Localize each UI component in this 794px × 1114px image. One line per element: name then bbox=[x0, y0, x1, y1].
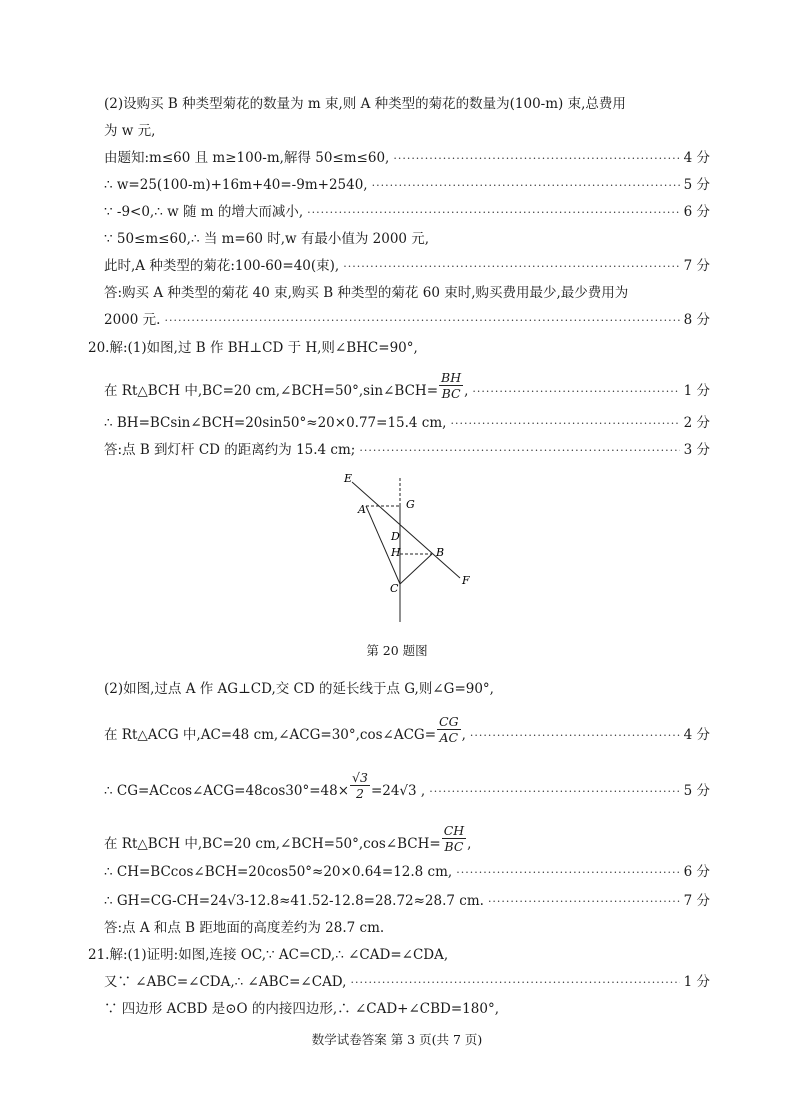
label-g: G bbox=[406, 498, 415, 511]
q20-line2: 在 Rt△BCH 中,BC=20 cm,∠BCH=50°,sin∠BCH= $\frac{BH}{BC}$ , ····· 1 分 bbox=[104, 370, 710, 401]
fraction-cg-ac: $\frac{CG}{AC}$ bbox=[439, 714, 459, 745]
q20-line4: 答:点 B 到灯杆 CD 的距离约为 15.4 cm; ····· 3 分 bbox=[104, 440, 710, 460]
leader-dots bbox=[359, 442, 679, 460]
part2-step-7: 2000 元. ····· 8 分 bbox=[104, 310, 710, 330]
score: 3 分 bbox=[683, 442, 710, 458]
leader-dots bbox=[488, 893, 680, 911]
fraction-sqrt3-2: $\frac{√3}{2}$ bbox=[352, 770, 368, 801]
line-ef bbox=[352, 482, 460, 578]
question-number: 20. bbox=[88, 340, 110, 356]
leader-dots bbox=[372, 177, 680, 195]
q20-part2-line5: ∴ CH=BCcos∠BCH=20cos50°≈20×0.64=12.8 cm, ····· 6 分 bbox=[104, 862, 710, 882]
fraction-bh-bc: $\frac{BH}{BC}$ bbox=[441, 370, 462, 401]
q21-line3: ∵ 四边形 ACBD 是⊙O 的内接四边形,∴ ∠CAD+∠CBD=180°, bbox=[104, 1001, 499, 1017]
label-e: E bbox=[344, 472, 353, 485]
part2-header-line2: 为 w 元, bbox=[104, 123, 156, 139]
score: 5 分 bbox=[683, 783, 710, 799]
score: 2 分 bbox=[683, 415, 710, 431]
score: 7 分 bbox=[683, 258, 710, 274]
label-f: F bbox=[462, 574, 470, 587]
label-b: B bbox=[436, 546, 445, 559]
leader-dots bbox=[472, 383, 679, 401]
q20-part2-line3: ∴ CG=ACcos∠ACG=48cos30°=48× $\frac{√3}{2}$ =24√3 , ····· 5 分 bbox=[104, 770, 710, 801]
score: 8 分 bbox=[683, 312, 710, 328]
q21-line1: 21. 解:(1)证明:如图,连接 OC,∵ AC=CD,∴ ∠CAD=∠CDA, bbox=[88, 947, 449, 963]
score: 1 分 bbox=[683, 974, 710, 990]
leader-dots bbox=[456, 864, 679, 882]
leader-dots bbox=[393, 150, 679, 168]
q20-part2-line4: 在 Rt△BCH 中,BC=20 cm,∠BCH=50°,cos∠BCH= $\frac{CH}{BC}$ , bbox=[104, 823, 472, 854]
score: 1 分 bbox=[683, 383, 710, 399]
page-footer: 数学试卷答案 第 3 页(共 7 页) bbox=[311, 1032, 483, 1047]
part2-header-line1: (2)设购买 B 种类型菊花的数量为 m 束,则 A 种类型的菊花的数量为(100-m) 束,总费用 bbox=[104, 96, 626, 112]
q20-part2-line7: 答:点 A 和点 B 距地面的高度差约为 28.7 cm. bbox=[104, 920, 385, 936]
fraction-ch-bc: $\frac{CH}{BC}$ bbox=[443, 823, 465, 854]
q21-line2: 又∵ ∠ABC=∠CDA,∴ ∠ABC=∠CAD, ····· 1 分 bbox=[104, 972, 710, 992]
q20-part2-line6: ∴ GH=CG-CH=24√3-12.8≈41.52-12.8=28.72≈28.7 cm. ····· 7 分 bbox=[104, 891, 710, 911]
part2-step-1: 由题知:m≤60 且 m≥100-m,解得 50≤m≤60, ····· 4 分 bbox=[104, 148, 710, 168]
leader-dots bbox=[470, 727, 680, 745]
score: 4 分 bbox=[683, 727, 710, 743]
figure-caption: 第 20 题图 bbox=[366, 643, 428, 658]
segment-cb bbox=[400, 554, 432, 584]
part2-step-2: ∴ w=25(100-m)+16m+40=-9m+2540, ····· 5 分 bbox=[104, 175, 710, 195]
q20-part2-line2: 在 Rt△ACG 中,AC=48 cm,∠ACG=30°,cos∠ACG= $\frac{CG}{AC}$ , ····· 4 分 bbox=[104, 714, 710, 745]
label-d: D bbox=[391, 530, 400, 543]
leader-dots bbox=[429, 783, 679, 801]
leader-dots bbox=[307, 204, 679, 222]
part2-step-5: 此时,A 种类型的菊花:100-60=40(束), ····· 7 分 bbox=[104, 256, 710, 276]
part2-step-3: ∵ -9<0,∴ w 随 m 的增大而减小, ····· 6 分 bbox=[104, 202, 710, 222]
part2-step-4: ∵ 50≤m≤60,∴ 当 m=60 时,w 有最小值为 2000 元, bbox=[104, 231, 430, 247]
label-c: C bbox=[390, 582, 399, 595]
leader-dots bbox=[350, 974, 679, 992]
leader-dots bbox=[450, 415, 679, 433]
leader-dots bbox=[164, 312, 679, 330]
q20-part2-line1: (2)如图,过点 A 作 AG⊥CD,交 CD 的延长线于点 G,则∠G=90°, bbox=[104, 681, 494, 697]
label-h: H bbox=[391, 546, 401, 559]
label-a: A bbox=[358, 503, 366, 516]
q20-line3: ∴ BH=BCsin∠BCH=20sin50°≈20×0.77=15.4 cm, ····· 2 分 bbox=[104, 413, 710, 433]
score: 7 分 bbox=[683, 893, 710, 909]
q20-line1: 20. 解:(1)如图,过 B 作 BH⊥CD 于 H,则∠BHC=90°, bbox=[88, 340, 418, 356]
score: 4 分 bbox=[683, 150, 710, 166]
score: 5 分 bbox=[683, 177, 710, 193]
leader-dots bbox=[343, 258, 679, 276]
score: 6 分 bbox=[683, 864, 710, 880]
segment-ac bbox=[366, 506, 400, 584]
part2-step-6: 答:购买 A 种类型的菊花 40 束,购买 B 种类型的菊花 60 束时,购买费用最少,最少费用为 bbox=[104, 285, 629, 301]
score: 6 分 bbox=[683, 204, 710, 220]
question-number: 21. bbox=[88, 947, 110, 963]
q20-geometry-figure bbox=[330, 470, 480, 630]
